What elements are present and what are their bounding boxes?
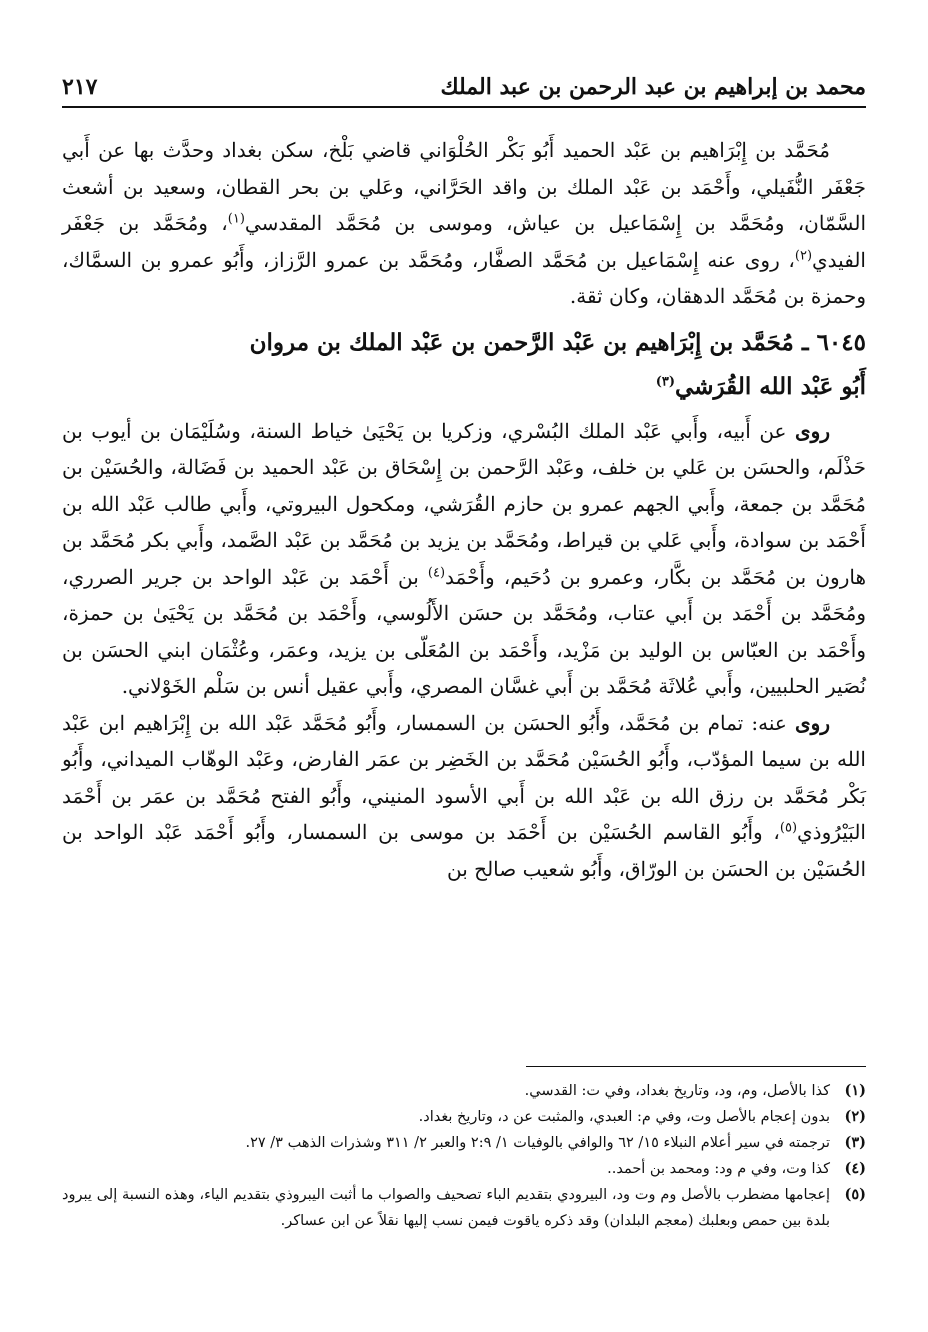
text-run: عن أَبيه، وأَبي عَبْد الملك البُسْري، وزكريا بن يَحْيَىٰ خياط السنة، وسُلَيْمَان بن أيوب بن حَذْلَم، والحسَن بن عَلي بن خلف، وعَبْد الرَّحمن بن إِسْحَاق بن عَبْد الحميد بن فَضَالة، والحُسَيْن بن مُحَمَّد بن جمعة، وأَبي الجهم عمرو بن حازم القُرَشي، ومكحول البيروتي، وأَبي طالب عَبْد الله بن أَحْمَد بن سوادة، وأَبي عَلي بن قيراط، ومُحَمَّد بن يزيد بن مُحَمَّد بن عَبْد الصَّمد، وأَبي بكر مُحَمَّد بن هارون بن مُحَمَّد بن بكَّار، وعمرو بن دُحَيم، وأَحْمَد xyxy=(62,418,866,589)
footnote-4 xyxy=(62,1156,866,1182)
main-text xyxy=(62,132,866,887)
footnote-5 xyxy=(62,1182,866,1234)
footnote-ref-3: (٣) xyxy=(655,373,676,389)
footnote-number: (٤) xyxy=(844,1160,866,1177)
footnote-ref-4: (٤) xyxy=(427,564,446,580)
footnote-2 xyxy=(62,1104,866,1130)
entry-heading-kunya: أَبُو عَبْد الله القُرَشي xyxy=(675,372,866,400)
footnote-number: (١) xyxy=(844,1082,866,1099)
footnote-number: (٣) xyxy=(844,1134,866,1151)
footnote-text: كذا وت، وفي م ود: ومحمد بن أحمد.. xyxy=(607,1161,830,1177)
lead-word: روى xyxy=(795,710,830,735)
text-run: ، روى عنه إِسْمَاعيل بن مُحَمَّد الصفَّار، ومُحَمَّد بن عمرو الرَّزاز، وأَبُو عمرو بن السمَّاك، وحمزة بن مُحَمَّد الدهقان، وكان ثقة. xyxy=(62,247,866,308)
running-title: محمد بن إبراهيم بن عبد الرحمن بن عبد الملك xyxy=(440,74,866,100)
footnote-number: (٥) xyxy=(844,1186,866,1203)
footnote-1 xyxy=(62,1078,866,1104)
text-run: ، ومُحَمَّد بن جَعْفَر الفيدي xyxy=(62,211,866,272)
footnotes xyxy=(62,1078,866,1234)
footnote-separator xyxy=(526,1066,866,1067)
footnote-text: ترجمته في سير أعلام النبلاء ١٥/ ٦٢ والوافي بالوفيات ١/ ٢:٩ والعبر ٢/ ٣١١ وشذرات الذهب ٣/ ٢٧. xyxy=(245,1135,830,1151)
text-run: بن أَحْمَد بن عَبْد الواحد بن جرير الصرري، ومُحَمَّد بن أَحْمَد بن أَبي عتاب، ومُحَمَّد بن حسَن الأَلُوسي، وأَحْمَد بن مُحَمَّد بن يَحْيَىٰ بن حمزة، وأَحْمَد بن العبّاس بن الوليد بن مَزْيد، وأَحْمَد بن المُعَلّى بن يزيد، وعمَر، وعُثْمَان ابني الحسَن بن نُصَير الحلبيين، وأَبي عُلاثَة مُحَمَّد بن أَبي غسَّان المصري، وأَبي عقيل أنس بن سَلْم الخَوْلاني. xyxy=(62,564,866,698)
footnote-text: إعجامها مضطرب بالأصل وم وت ود، البيرودي بتقديم الباء تصحيف والصواب ما أثبت اليبروذي بتقديم الياء، وهذه النسبة إلى يبرود بلدة بين حمص وبعلبك (معجم البلدان) وقد ذكره ياقوت فيمن نسب إليها نقلاً عن ابن عساكر. xyxy=(62,1187,830,1229)
footnote-ref-1: (١) xyxy=(227,211,245,227)
footnote-3 xyxy=(62,1130,866,1156)
text-run: عنه: تمام بن مُحَمَّد، وأَبُو الحسَن بن السمسار، وأَبُو مُحَمَّد عَبْد الله بن إِبْرَاهيم ابن عَبْد الله بن سيما المؤدّب، وأَبُو الحُسَيْن مُحَمَّد بن الخَضِر بن عمَر الفارض، وعَبْد الوهّاب الميداني، وأَبُو بَكْر مُحَمَّد بن رزق الله بن عَبْد الله بن أَبي الأسود المنيني، وأَبُو الفتح مُحَمَّد بن عمَر بن أَحْمَد البَيْرُوذي xyxy=(62,710,866,844)
footnote-ref-2: (٢) xyxy=(794,247,813,263)
running-header xyxy=(62,70,866,108)
text-run: ، وأَبُو القاسم الحُسَيْن بن أَحْمَد بن موسى بن السمسار، وأَبُو أَحْمَد عَبْد الواحد بن الحُسَيْن بن الحسَن بن الورّاق، وأَبُو شعيب صالح بن xyxy=(62,820,866,881)
entry-heading-line-2 xyxy=(62,365,866,409)
entry-heading-line-1: ٦٠٤٥ ـ مُحَمَّد بن إِبْرَاهيم بن عَبْد الرَّحمن بن عَبْد الملك بن مروان xyxy=(249,328,866,356)
text-run: مُحَمَّد بن إِبْرَاهيم بن عَبْد الحميد أَبُو بَكْر الحُلْوَاني قاضي بَلْخ، سكن بغداد وحدَّث بها عن أَبي جَعْفَر النُّفَيلي، وأَحْمَد بن عَبْد الملك بن واقد الحَرَّاني، وعَلي بن بحر القطان، وسعيد بن أشعث السَّمّان، ومُحَمَّد بن إِسْمَاعيل بن عياش، وموسى بن مُحَمَّد المقدسي xyxy=(62,138,867,235)
paragraph-narrated-by xyxy=(62,705,866,888)
footnote-ref-5: (٥) xyxy=(779,820,798,836)
paragraph-narrated-from xyxy=(62,413,866,705)
entry-heading-6045 xyxy=(62,321,866,409)
paragraph-entry-6044 xyxy=(62,132,866,315)
page-number: ٢١٧ xyxy=(62,74,98,100)
footnote-number: (٢) xyxy=(844,1108,866,1125)
footnote-text: كذا بالأصل، وم، ود، وتاريخ بغداد، وفي ت: القدسي. xyxy=(524,1083,830,1099)
footnote-text: بدون إعجام بالأصل وت، وفي م: العبدي، والمثبت عن د، وتاريخ بغداد. xyxy=(418,1109,830,1125)
lead-word: روى xyxy=(795,418,830,443)
